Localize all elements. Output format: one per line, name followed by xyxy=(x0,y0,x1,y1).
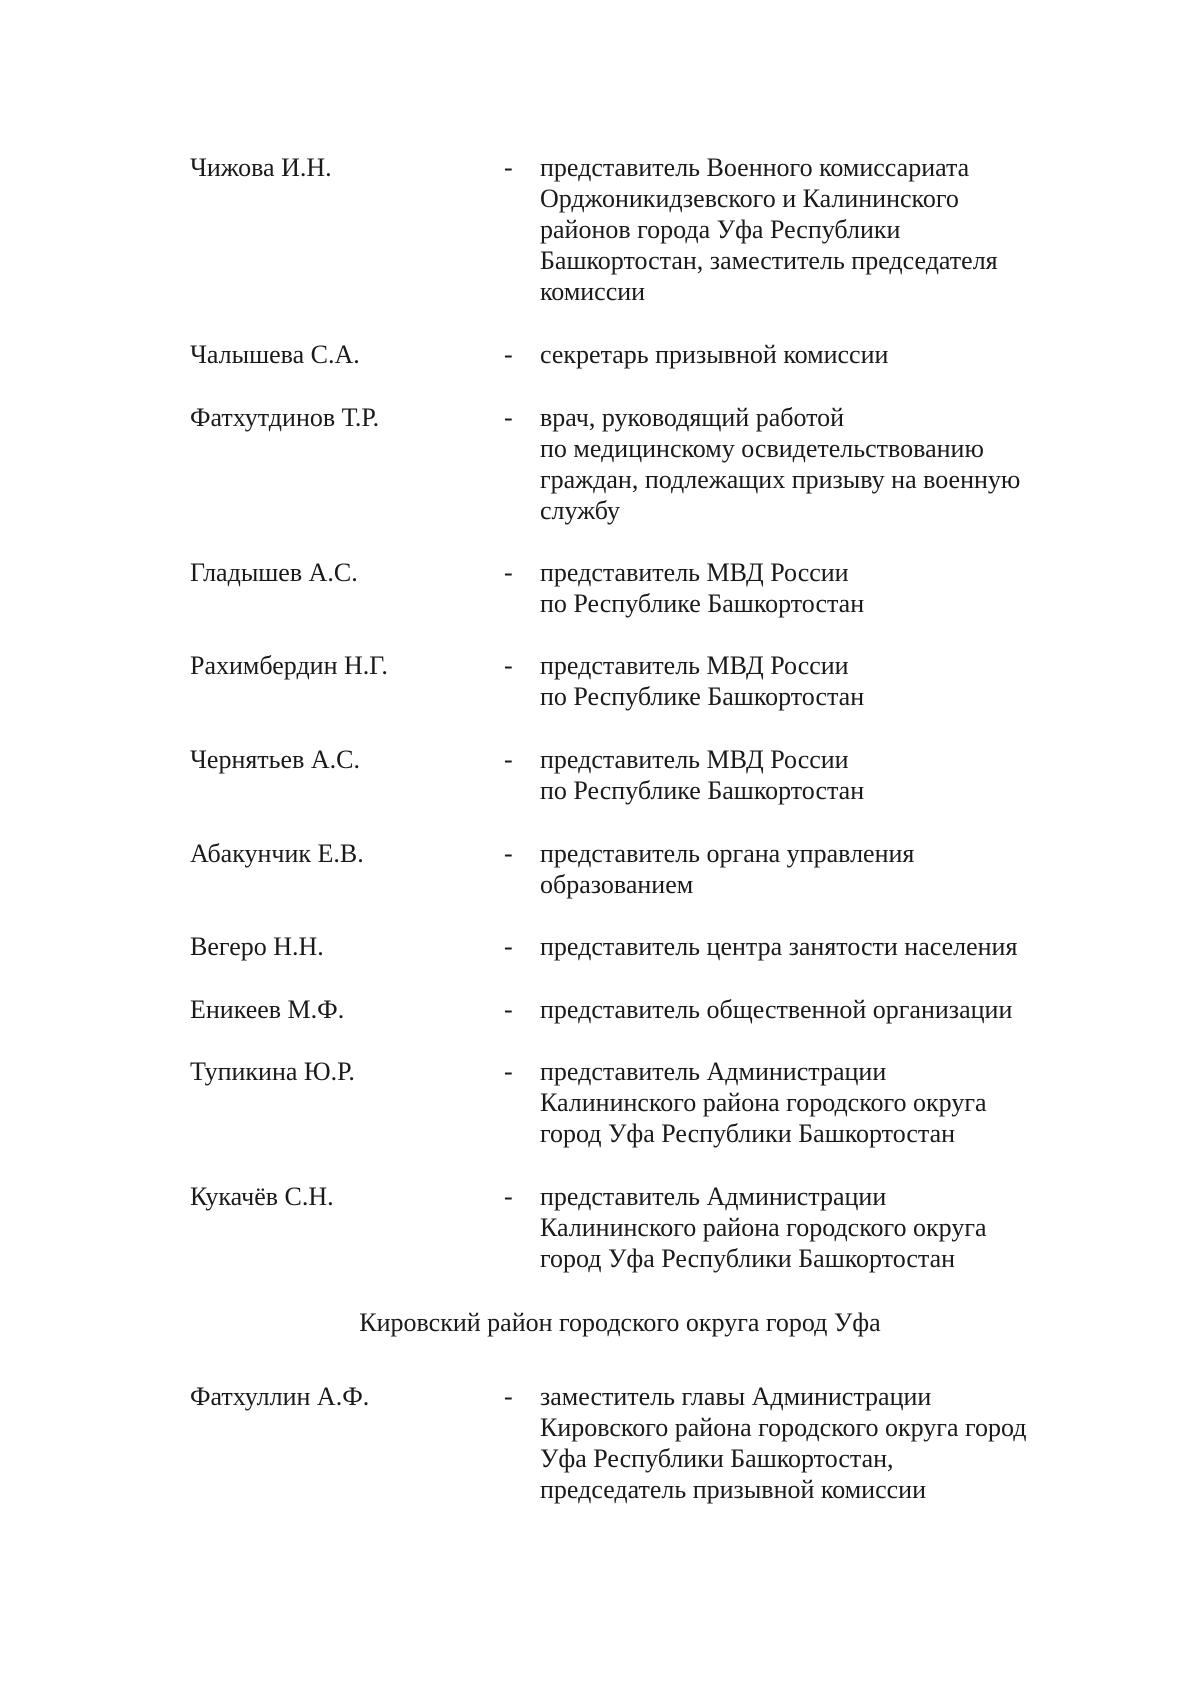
role-line: председатель призывной комиссии xyxy=(540,1475,926,1504)
separator-dash: - xyxy=(504,403,513,432)
role-line: Орджоникидзевского и Калининского xyxy=(540,184,959,213)
role-line: представитель Администрации xyxy=(540,1182,887,1211)
role-line: образованием xyxy=(540,870,694,899)
role-line: комиссии xyxy=(540,277,646,306)
role-line: граждан, подлежащих призыву на военную xyxy=(540,465,1021,494)
member-role xyxy=(540,1056,1100,1149)
role-line: Башкортостан, заместитель председателя xyxy=(540,246,998,275)
member-role xyxy=(540,994,1100,1025)
member-role xyxy=(540,650,1100,712)
member-role xyxy=(540,152,1100,307)
member-name: Фатхуллин А.Ф. xyxy=(190,1382,370,1411)
role-line: представитель МВД России xyxy=(540,558,849,587)
role-line: секретарь призывной комиссии xyxy=(540,340,889,369)
member-name: Рахимбердин Н.Г. xyxy=(190,651,388,680)
member-name: Фатхутдинов Т.Р. xyxy=(190,403,380,432)
role-line: по Республике Башкортостан xyxy=(540,776,865,805)
role-line: по Республике Башкортостан xyxy=(540,682,865,711)
role-line: по Республике Башкортостан xyxy=(540,589,865,618)
role-line: представитель Администрации xyxy=(540,1057,887,1086)
member-role xyxy=(540,1381,1100,1505)
separator-dash: - xyxy=(504,1382,513,1411)
member-name: Абакунчик Е.В. xyxy=(190,839,364,868)
separator-dash: - xyxy=(504,995,513,1024)
member-name: Чижова И.Н. xyxy=(190,153,332,182)
member-name: Вегеро Н.Н. xyxy=(190,932,324,961)
separator-dash: - xyxy=(504,839,513,868)
member-role xyxy=(540,931,1100,962)
separator-dash: - xyxy=(504,745,513,774)
separator-dash: - xyxy=(504,153,513,182)
member-role xyxy=(540,557,1100,619)
separator-dash: - xyxy=(504,932,513,961)
separator-dash: - xyxy=(504,651,513,680)
role-line: представитель органа управления xyxy=(540,839,915,868)
role-line: представитель общественной организации xyxy=(540,995,1013,1024)
separator-dash: - xyxy=(504,340,513,369)
member-role xyxy=(540,744,1100,806)
member-name: Чалышева С.А. xyxy=(190,340,360,369)
separator-dash: - xyxy=(504,1182,513,1211)
role-line: Калининского района городского округа xyxy=(540,1088,987,1117)
member-role xyxy=(540,339,1100,370)
role-line: Кировского района городского округа город xyxy=(540,1413,1027,1442)
member-role xyxy=(540,1181,1100,1274)
member-name: Гладышев А.С. xyxy=(190,558,358,587)
role-line: город Уфа Республики Башкортостан xyxy=(540,1244,956,1273)
section-heading: Кировский район городского округа город Уфа xyxy=(359,1308,881,1337)
role-line: город Уфа Республики Башкортостан xyxy=(540,1119,956,1148)
member-name: Кукачёв С.Н. xyxy=(190,1182,334,1211)
role-line: Уфа Республики Башкортостан, xyxy=(540,1444,894,1473)
separator-dash: - xyxy=(504,1057,513,1086)
member-role xyxy=(540,402,1100,526)
role-line: представитель МВД России xyxy=(540,651,849,680)
separator-dash: - xyxy=(504,558,513,587)
role-line: заместитель главы Администрации xyxy=(540,1382,932,1411)
role-line: представитель МВД России xyxy=(540,745,849,774)
role-line: представитель Военного комиссариата xyxy=(540,153,970,182)
member-name: Чернятьев А.С. xyxy=(190,745,360,774)
role-line: службу xyxy=(540,496,621,525)
role-line: Калининского района городского округа xyxy=(540,1213,987,1242)
member-name: Тупикина Ю.Р. xyxy=(190,1057,355,1086)
role-line: районов города Уфа Республики xyxy=(540,215,901,244)
role-line: представитель центра занятости населения xyxy=(540,932,1018,961)
member-role xyxy=(540,838,1100,900)
member-name: Еникеев М.Ф. xyxy=(190,995,345,1024)
role-line: врач, руководящий работой xyxy=(540,403,845,432)
role-line: по медицинскому освидетельствованию xyxy=(540,434,984,463)
